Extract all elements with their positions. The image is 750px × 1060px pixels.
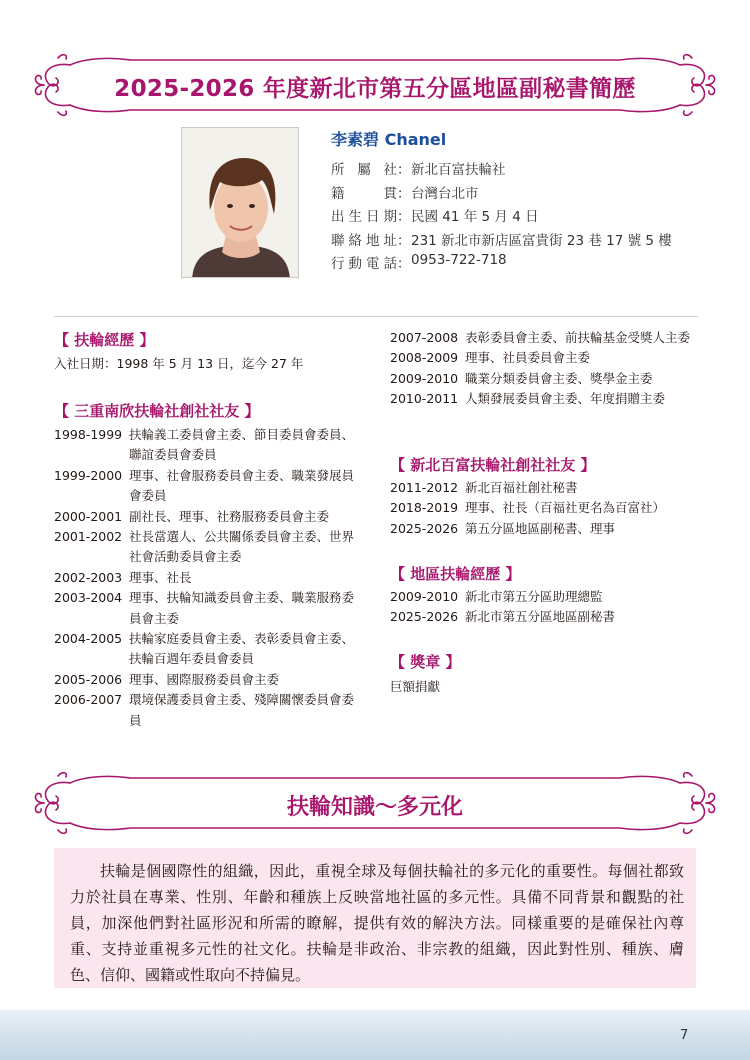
- list-item: [54, 690, 364, 731]
- entry-year: 2003-2004: [54, 590, 123, 606]
- entry-desc: 理事、社長: [129, 569, 192, 585]
- entry-desc: 社長當選人、公共關係委員會主委、世界社會活動委員會主委: [129, 529, 355, 565]
- entry-year: 2025-2026: [390, 520, 459, 536]
- knowledge-body: 扶輪是個國際性的組織，因此，重視全球及每個扶輪社的多元化的重要性。每個社都致力於社員在專業、性別、年齡和種族上反映當地社區的多元性。具備不同背景和觀點的社員，加深他們對社區形況和所需的瞭解，提供有效的解決方法。同樣重要的是確保社內尊重、支持並重視多元性的社文化。扶輪是非政治、非宗教的組織，因此對性別、種族、膚色、信仰、國籍或性取向不持偏見。: [70, 862, 684, 984]
- info-sep: ：: [397, 185, 411, 202]
- info-row-birthday: [331, 205, 672, 229]
- entry-desc: 新北百福社創社秘書: [465, 480, 578, 495]
- entry-year: 2018-2019: [390, 500, 459, 516]
- info-value: 新北百富扶輪社: [411, 162, 506, 178]
- entry-desc: 理事、扶輪知識委員會主委、職業服務委員會主委: [129, 590, 355, 626]
- list-item: [390, 328, 700, 348]
- district-list: [390, 587, 700, 628]
- entry-desc: 新北市第五分區助理總監: [465, 589, 603, 604]
- entry-desc: 理事、國際服務委員會主委: [129, 671, 280, 687]
- entry-year: 2010-2011: [390, 391, 459, 407]
- list-item: [390, 607, 700, 627]
- info-sep: ：: [397, 232, 411, 249]
- page-number: 7: [680, 1028, 689, 1043]
- entry-year: 2005-2006: [54, 671, 123, 687]
- info-row-club: [331, 158, 672, 182]
- sanchong-list: [54, 425, 364, 731]
- info-row-phone: [331, 252, 672, 276]
- entry-desc: 人類發展委員會主委、年度捐贈主委: [465, 391, 666, 407]
- profile-info: [331, 158, 672, 276]
- list-item: [54, 629, 364, 670]
- entry-year: 1999-2000: [54, 467, 123, 483]
- list-item: [54, 527, 364, 568]
- list-item: [390, 587, 700, 607]
- info-label: 出生日期: [331, 209, 397, 226]
- entry-desc: 扶輪家庭委員會主委、表彰委員會主委、扶輪百週年委員會委員: [129, 631, 355, 667]
- info-value: 0953-722-718: [411, 252, 507, 269]
- entry-year: 2004-2005: [54, 631, 123, 647]
- page-title: 2025-2026 年度新北市第五分區地區副秘書簡歷: [114, 76, 636, 102]
- entry-desc: 理事、社會服務委員會主委、職業發展員會委員: [129, 467, 355, 504]
- entry-year: 1998-1999: [54, 427, 123, 442]
- entry-desc: 職業分類委員會主委、獎學金主委: [465, 370, 653, 386]
- list-item: [54, 568, 364, 588]
- entry-desc: 新北市第五分區地區副秘書: [465, 609, 616, 625]
- entry-desc: 理事、社員委員會主委: [465, 350, 591, 366]
- info-label: 聯絡地址: [331, 232, 397, 249]
- entry-year: 2009-2010: [390, 370, 459, 386]
- entry-desc: 環境保護委員會主委、殘障關懷委員會委員: [129, 692, 355, 728]
- entry-year: 2009-2010: [390, 589, 459, 604]
- info-value: 台灣台北市: [411, 185, 479, 202]
- awards-heading: 【 獎章 】: [390, 653, 461, 671]
- entry-year: 2011-2012: [390, 480, 459, 495]
- info-label: 行動電話: [331, 256, 397, 273]
- list-item: [54, 466, 364, 507]
- list-item: [54, 425, 364, 466]
- list-item: [390, 369, 700, 389]
- knowledge-box: [54, 848, 696, 988]
- award-item: 巨額捐獻: [390, 679, 441, 694]
- entry-desc: 理事、社長（百福社更名為百富社）: [465, 500, 666, 516]
- info-value: 231 新北市新店區富貴街 23 巷 17 號 5 樓: [411, 232, 672, 249]
- sanchong-list-continued: [390, 328, 700, 410]
- baifu-list: [390, 478, 700, 539]
- knowledge-banner: [30, 768, 720, 838]
- info-value: 民國 41 年 5 月 4 日: [411, 209, 539, 226]
- list-item: [390, 478, 700, 498]
- info-label: 所屬社: [331, 162, 397, 178]
- entry-year: 2025-2026: [390, 609, 459, 625]
- person-portrait-icon: [182, 128, 299, 278]
- info-sep: ：: [397, 256, 411, 273]
- bottom-decoration: [0, 1010, 750, 1060]
- rotary-history-heading: 【 扶輪經歷 】: [54, 331, 155, 349]
- entry-year: 2006-2007: [54, 692, 123, 708]
- entry-year: 2007-2008: [390, 330, 459, 345]
- list-item: [390, 348, 700, 368]
- entry-desc: 表彰委員會主委、前扶輪基金受獎人主委: [465, 330, 691, 345]
- district-heading: 【 地區扶輪經歷 】: [390, 565, 521, 583]
- entry-desc: 扶輪義工委員會主委、節目委員會委員、聯誼委員會委員: [129, 427, 355, 463]
- section-divider: [54, 316, 698, 317]
- info-sep: ：: [397, 209, 411, 226]
- entry-year: 2008-2009: [390, 350, 459, 366]
- title-banner: [30, 50, 720, 120]
- info-label: 籍貫: [331, 185, 397, 202]
- profile-photo: [181, 127, 299, 278]
- entry-year: 2000-2001: [54, 508, 123, 524]
- list-item: [54, 670, 364, 690]
- sanchong-heading: 【 三重南欣扶輪社創社社友 】: [54, 402, 260, 420]
- list-item: [390, 519, 700, 539]
- knowledge-title: 扶輪知識～多元化: [286, 795, 463, 820]
- list-item: [54, 588, 364, 629]
- info-sep: ：: [397, 162, 411, 178]
- list-item: [390, 389, 700, 409]
- baifu-heading: 【 新北百富扶輪社創社社友 】: [390, 456, 596, 474]
- entry-year: 2002-2003: [54, 569, 123, 585]
- entry-year: 2001-2002: [54, 529, 123, 545]
- entry-desc: 第五分區地區副秘書、理事: [465, 520, 616, 536]
- entry-desc: 副社長、理事、社務服務委員會主委: [129, 508, 330, 524]
- list-item: [54, 507, 364, 527]
- person-name: 李素碧 Chanel: [331, 130, 447, 149]
- list-item: [390, 498, 700, 518]
- info-row-address: [331, 229, 672, 253]
- info-row-hometown: [331, 182, 672, 206]
- join-date: 入社日期：1998 年 5 月 13 日，迄今 27 年: [54, 356, 304, 371]
